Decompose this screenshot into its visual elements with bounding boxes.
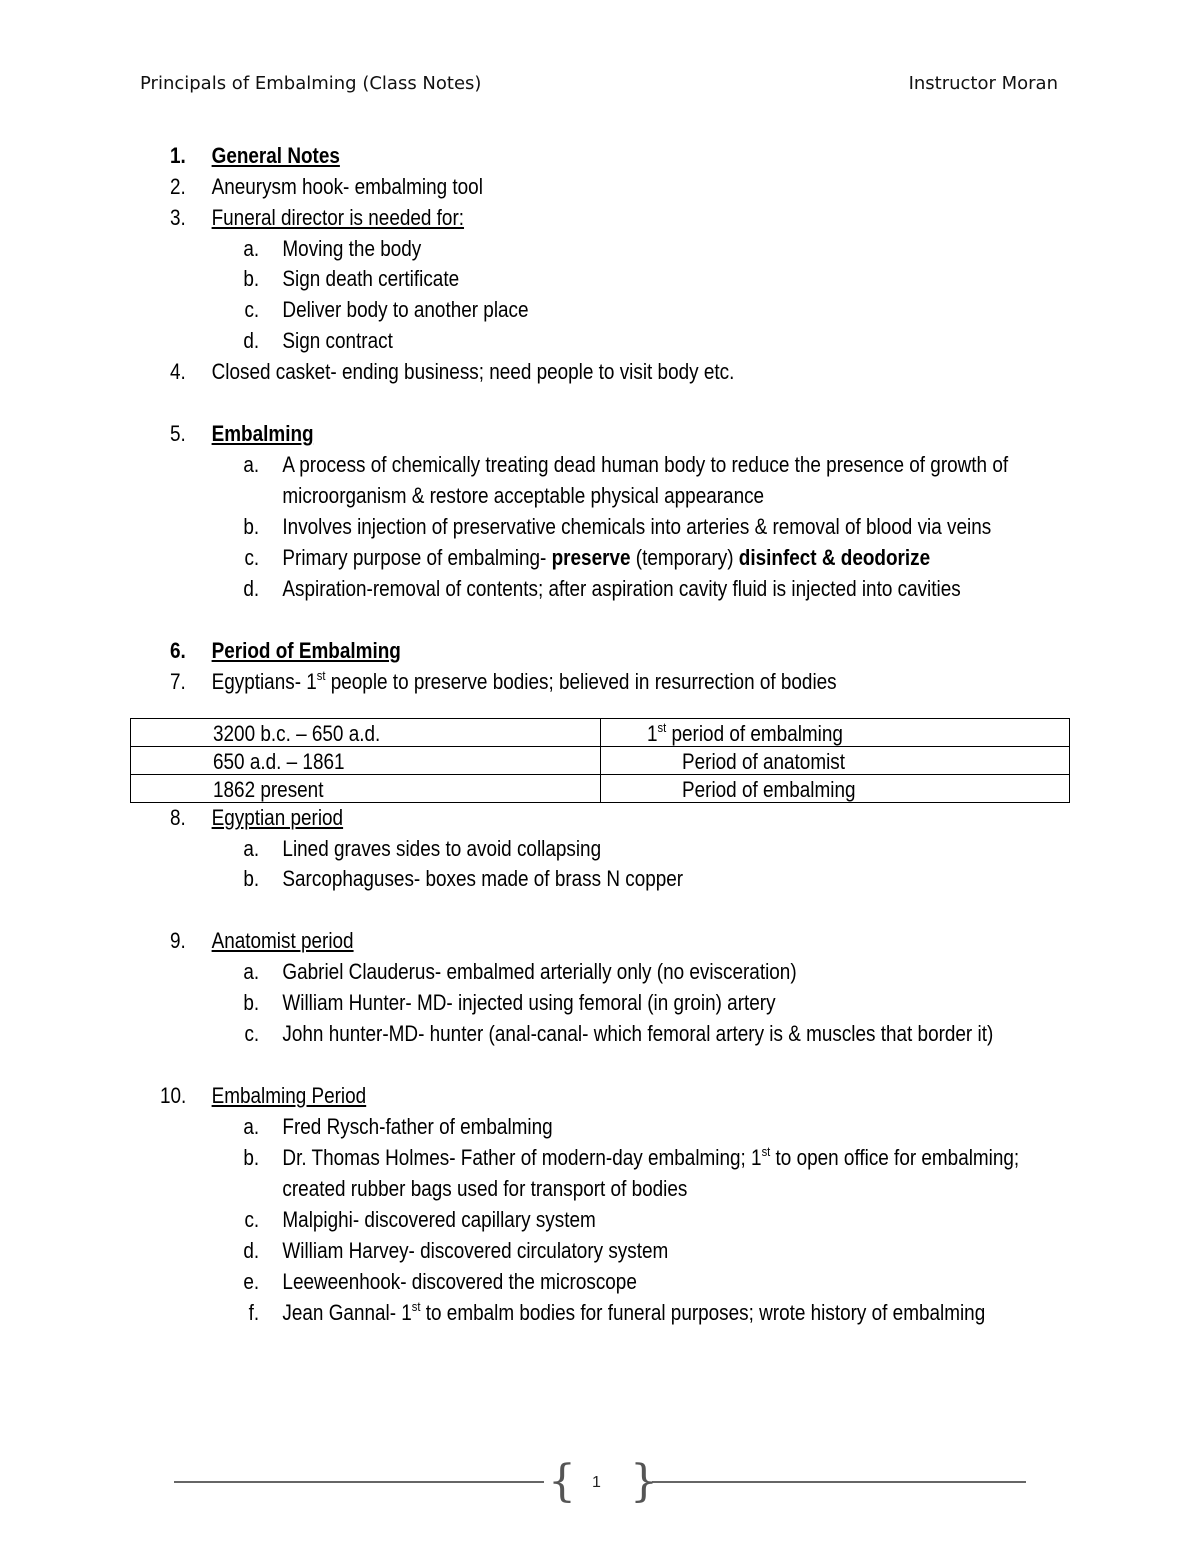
table-cell-period: Period of embalming [682,777,856,802]
sub-letter: f. [248,1300,260,1325]
table-cell-date: 3200 b.c. – 650 a.d. [213,721,381,746]
list-number: 5. [170,421,186,446]
cell-text-lead: 1 [647,721,658,746]
sub-text: Involves injection of preservative chemicals into arteries & removal of blood via veins [282,514,992,539]
sub-text: A process of chemically treating dead human body to reduce the presence of growth of [282,452,1009,477]
list-number: 10. [160,1083,187,1108]
sub-letter: b. [243,990,260,1015]
sub-text-middle: (temporary) [630,545,739,570]
sub-letter: a. [243,959,260,984]
sub-text-bold-preserve: preserve [551,545,631,570]
section-heading-general-notes: General Notes [211,143,340,168]
sub-letter: b. [243,1145,260,1170]
table-row [131,775,1069,803]
cell-text-tail: period of embalming [666,721,843,746]
sub-letter: a. [243,1114,260,1139]
sub-text: Aspiration-removal of contents; after aspiration cavity fluid is injected into cavities [282,576,961,601]
sub-letter: b. [243,866,260,891]
sub-text: Moving the body [282,236,422,261]
superscript: st [761,1144,771,1159]
list-text [212,668,837,696]
list-text: Anatomist period [211,928,354,953]
sub-text [282,544,930,572]
sub-text-bold-disinfect: disinfect & deodorize [738,545,931,570]
list-number: 2. [170,174,186,199]
list-number: 3. [170,205,186,230]
list-text: Embalming Period [211,1083,367,1108]
page-number: 1 [592,1474,601,1491]
text-lead: Dr. Thomas Holmes- Father of modern-day embalming; 1 [282,1145,762,1170]
sub-letter: b. [243,514,260,539]
sub-letter: e. [243,1269,260,1294]
header-instructor: Instructor Moran [908,73,1058,94]
sub-text: created rubber bags used for transport of bodies [282,1176,688,1201]
sub-text: Sign contract [282,328,393,353]
sub-text: Fred Rysch-father of embalming [282,1114,553,1139]
sub-letter: d. [243,576,260,601]
table-cell-period [647,720,843,748]
sub-text: Lined graves sides to avoid collapsing [282,836,602,861]
list-text: Closed casket- ending business; need people to visit body etc. [211,359,735,384]
table-row [131,719,1069,747]
sub-text: microorganism & restore acceptable physical appearance [282,483,765,508]
sub-text: Sarcophaguses- boxes made of brass N copper [282,866,684,891]
sub-text: Malpighi- discovered capillary system [282,1207,596,1232]
header-title: Principals of Embalming (Class Notes) [140,73,482,94]
list-text: Funeral director is needed for: [211,205,465,230]
list-number: 9. [170,928,186,953]
sub-text-lead: Primary purpose of embalming- [282,545,552,570]
sub-letter: a. [243,836,260,861]
sub-letter: b. [243,266,260,291]
list-number: 1. [170,143,186,168]
section-heading-period-of-embalming: Period of Embalming [211,638,401,663]
sub-text [282,1144,1019,1172]
sub-letter: a. [243,452,260,477]
footer-left-brace: { [548,1456,576,1507]
sub-text [282,1299,985,1327]
list-text: Aneurysm hook- embalming tool [211,174,483,199]
sub-text: Gabriel Clauderus- embalmed arterially only (no evisceration) [282,959,797,984]
list-number: 8. [170,805,186,830]
text-lead: Egyptians- 1 [211,669,317,694]
section-heading-embalming: Embalming [211,421,314,446]
sub-text: Sign death certificate [282,266,460,291]
list-text: Egyptian period [211,805,344,830]
periods-table [130,718,1070,803]
sub-letter: d. [243,1238,260,1263]
table-row [131,747,1069,775]
table-cell-date: 1862 present [213,777,324,802]
footer-right-brace: } [630,1456,658,1507]
text-lead: Jean Gannal- 1 [282,1300,412,1325]
sub-text: William Harvey- discovered circulatory system [282,1238,669,1263]
sub-letter: c. [244,545,260,570]
text-tail: people to preserve bodies; believed in resurrection of bodies [325,669,837,694]
sub-text: Leeweenhook- discovered the microscope [282,1269,637,1294]
superscript: st [316,668,326,683]
table-cell-date: 650 a.d. – 1861 [213,749,345,774]
footer-rule-left [174,1481,544,1483]
footer-rule-right [652,1481,1026,1483]
sub-letter: c. [244,297,260,322]
sub-text: William Hunter- MD- injected using femoral (in groin) artery [282,990,776,1015]
sub-letter: c. [244,1207,260,1232]
sub-text: Deliver body to another place [282,297,529,322]
list-number: 4. [170,359,186,384]
superscript: st [657,720,667,735]
text-tail: to open office for embalming; [770,1145,1020,1170]
superscript: st [411,1299,421,1314]
sub-letter: c. [244,1021,260,1046]
sub-text: John hunter-MD- hunter (anal-canal- which femoral artery is & muscles that border it) [282,1021,994,1046]
text-tail: to embalm bodies for funeral purposes; wrote history of embalming [420,1300,986,1325]
sub-letter: a. [243,236,260,261]
sub-letter: d. [243,328,260,353]
table-cell-period: Period of anatomist [682,749,846,774]
list-number: 6. [170,638,186,663]
list-number: 7. [170,669,186,694]
